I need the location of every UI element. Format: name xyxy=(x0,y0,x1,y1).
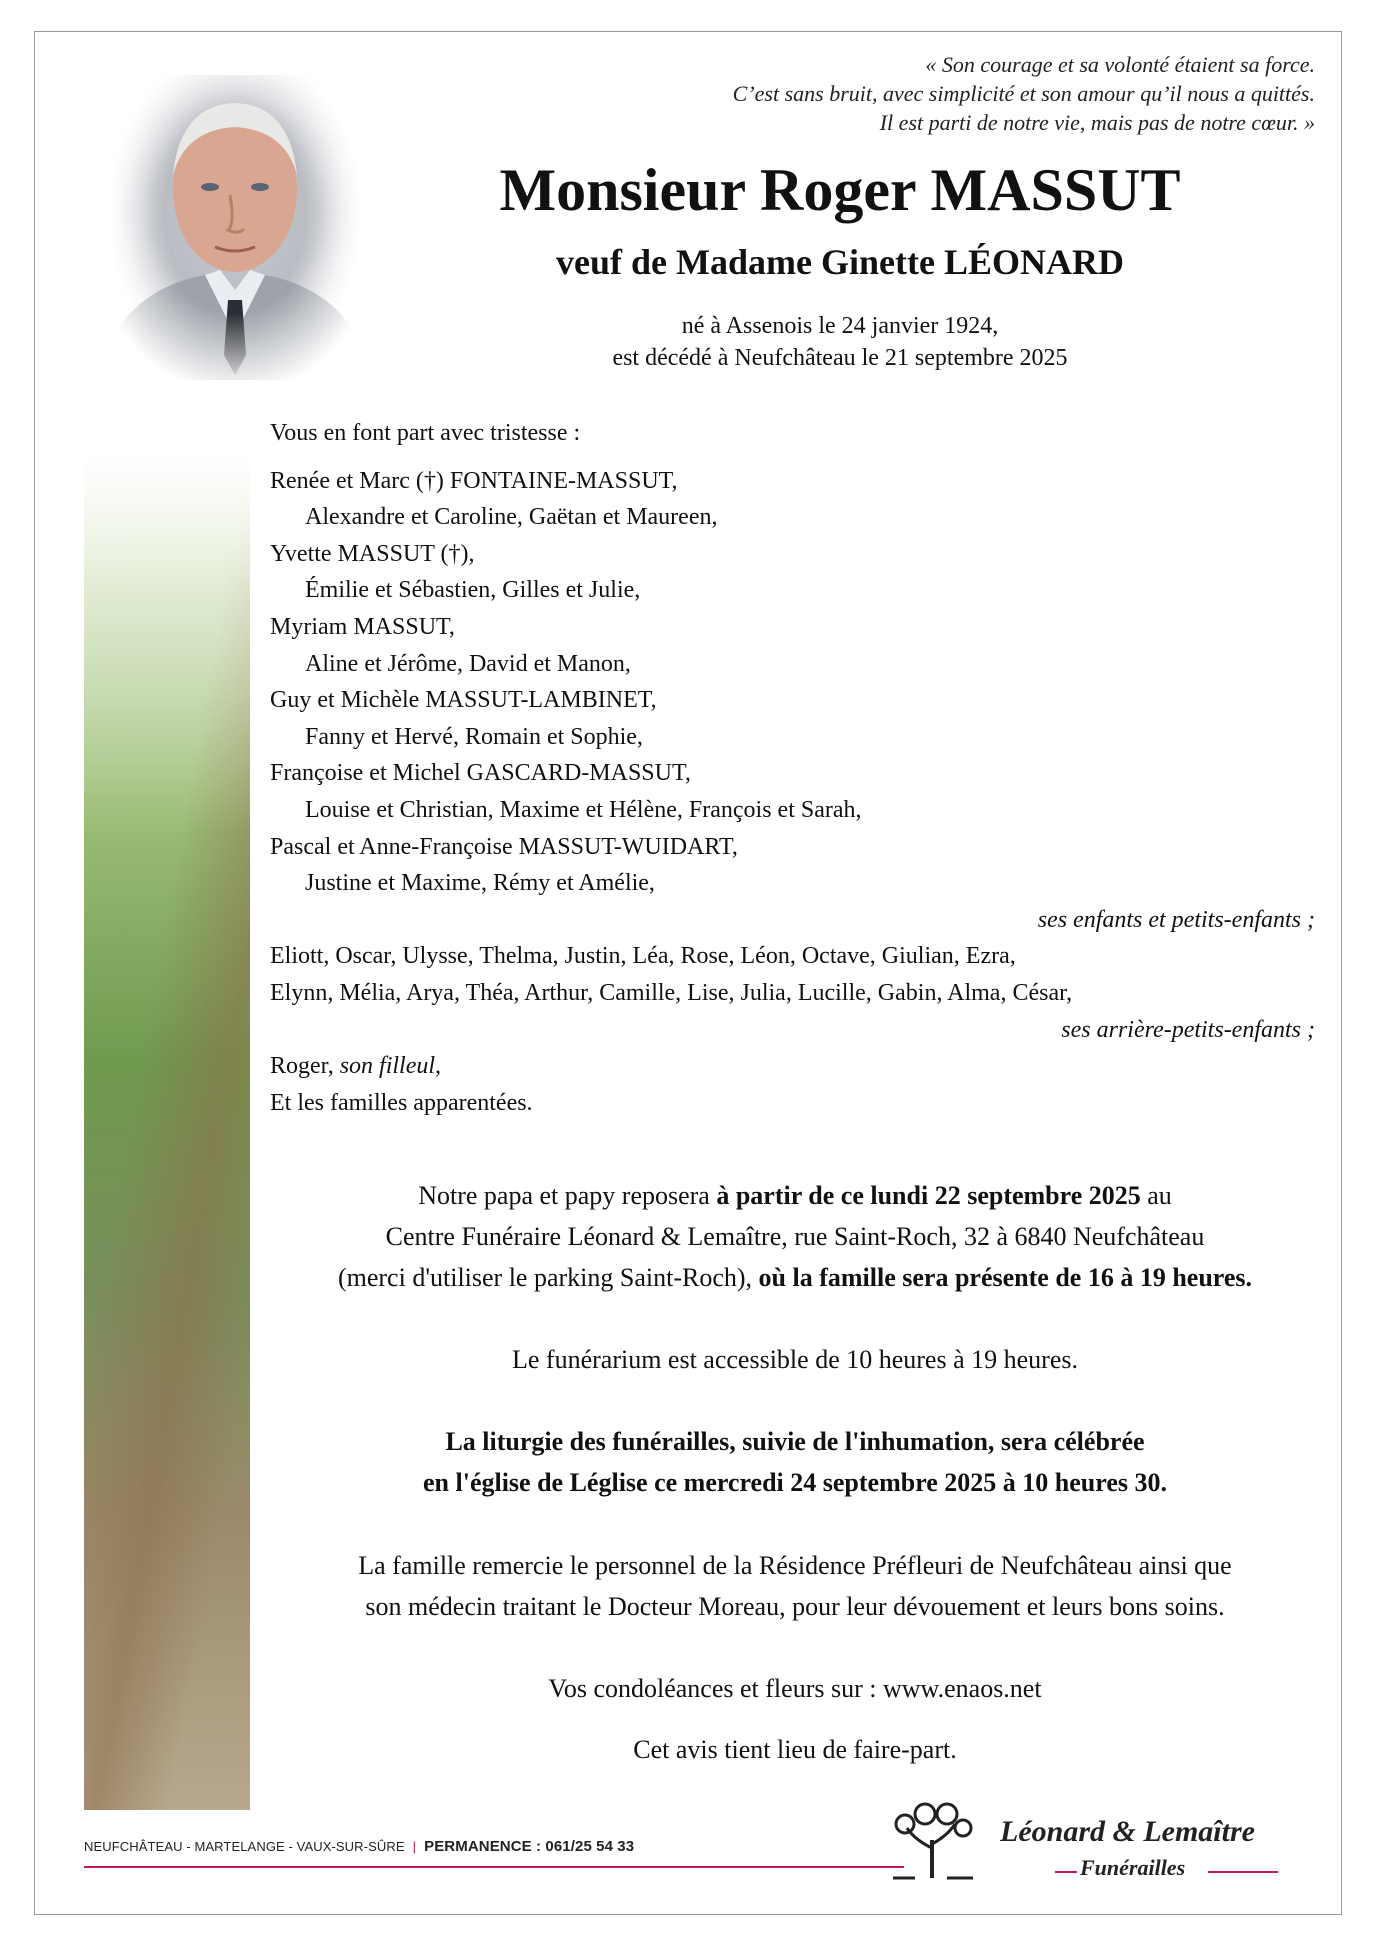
visitation-text: (merci d'utiliser le parking Saint-Roch), xyxy=(337,1263,759,1292)
portrait-illustration xyxy=(110,75,360,380)
company-name: Léonard & Lemaître xyxy=(1000,1815,1255,1848)
child-line: Yvette MASSUT (†), xyxy=(270,540,475,567)
great-grandchildren-line: Eliott, Oscar, Ulysse, Thelma, Justin, Léa, Rose, Léon, Octave, Giulian, Ezra, xyxy=(270,943,1016,970)
grandchildren-line: Fanny et Hervé, Romain et Sophie, xyxy=(305,723,643,750)
footer-contact xyxy=(84,1838,634,1855)
child-line: Guy et Michèle MASSUT-LAMBINET, xyxy=(270,687,657,714)
announcement-intro: Vous en font part avec tristesse : xyxy=(270,420,581,446)
great-grandchildren-line: Elynn, Mélia, Arya, Théa, Arthur, Camille, Lise, Julia, Lucille, Gabin, Alma, César, xyxy=(270,979,1073,1006)
visitation-line-2: Centre Funéraire Léonard & Lemaître, rue Saint-Roch, 32 à 6840 Neufchâteau xyxy=(385,1222,1205,1251)
death-line: est décédé à Neufchâteau le 21 septembre 2025 xyxy=(612,345,1068,371)
epitaph-quote xyxy=(733,50,1315,137)
grandchildren-line: Alexandre et Caroline, Gaëtan et Maureen, xyxy=(305,504,718,531)
notice-line: Cet avis tient lieu de faire-part. xyxy=(633,1735,957,1764)
footer-locations: NEUFCHÂTEAU - MARTELANGE - VAUX-SUR-SÛRE xyxy=(84,1839,405,1854)
child-line: Myriam MASSUT, xyxy=(270,613,455,640)
related-families: Et les familles apparentées. xyxy=(270,1089,533,1116)
family-presence-hours: où la famille sera présente de 16 à 19 heures. xyxy=(758,1263,1253,1292)
godson-name: Roger, xyxy=(270,1053,340,1080)
child-line: Pascal et Anne-Françoise MASSUT-WUIDART, xyxy=(270,833,738,860)
thanks-message xyxy=(250,1545,1340,1627)
thanks-line: La famille remercie le personnel de la Résidence Préfleuri de Neufchâteau ainsi que xyxy=(358,1551,1232,1580)
epitaph-line: C’est sans bruit, avec simplicité et son amour qu’il nous a quittés. xyxy=(732,81,1315,106)
visitation-date: à partir de ce lundi 22 septembre 2025 xyxy=(716,1181,1141,1210)
tree-logo-icon xyxy=(885,1800,980,1880)
footer-separator: | xyxy=(412,1839,417,1854)
visitation-info xyxy=(250,1175,1340,1298)
birth-line: né à Assenois le 24 janvier 1924, xyxy=(681,313,999,339)
godson-line xyxy=(270,1048,1315,1085)
logo-accent-line xyxy=(1208,1871,1278,1873)
child-line: Renée et Marc (†) FONTAINE-MASSUT, xyxy=(270,467,678,494)
grandchildren-line: Louise et Christian, Maxime et Hélène, François et Sarah, xyxy=(305,796,862,823)
condolences-line: Vos condoléances et fleurs sur : www.enaos.net xyxy=(548,1674,1042,1703)
visitation-line-3 xyxy=(250,1257,1340,1298)
child-line: Françoise et Michel GASCARD-MASSUT, xyxy=(270,760,691,787)
logo-accent-line xyxy=(1055,1871,1077,1873)
visitation-text: au xyxy=(1140,1181,1172,1210)
widower-of: veuf de Madame Ginette LÉONARD xyxy=(556,242,1124,282)
forest-path-image xyxy=(84,455,250,1810)
children-list xyxy=(270,463,1315,902)
deceased-name: Monsieur Roger MASSUT xyxy=(499,157,1181,223)
grandchildren-line: Justine et Maxime, Rémy et Amélie, xyxy=(305,870,655,897)
footer-permanence: PERMANENCE : 061/25 54 33 xyxy=(424,1838,635,1855)
birth-death-dates xyxy=(370,310,1310,374)
family-announcement xyxy=(270,415,1315,1121)
visitation-text: Notre papa et papy reposera xyxy=(418,1181,717,1210)
children-label: ses enfants et petits-enfants ; xyxy=(1037,906,1315,933)
epitaph-line: Il est parti de notre vie, mais pas de notre cœur. » xyxy=(879,110,1315,135)
great-grandchildren-label: ses arrière-petits-enfants ; xyxy=(1061,1016,1315,1043)
grandchildren-line: Aline et Jérôme, David et Manon, xyxy=(305,650,631,677)
company-subtitle: Funérailles xyxy=(1080,1855,1186,1880)
godson-label: son filleul, xyxy=(339,1053,442,1080)
thanks-line: son médecin traitant le Docteur Moreau, pour leur dévouement et leurs bons soins. xyxy=(365,1592,1225,1621)
liturgy-line: La liturgie des funérailles, suivie de l'inhumation, sera célébrée xyxy=(445,1427,1145,1456)
visitation-line-1 xyxy=(250,1175,1340,1216)
footer-accent-line xyxy=(84,1866,904,1868)
epitaph-line: « Son courage et sa volonté étaient sa force. xyxy=(925,52,1315,77)
liturgy-info xyxy=(250,1421,1340,1503)
portrait-photo xyxy=(110,75,360,380)
funerarium-hours: Le funérarium est accessible de 10 heures à 19 heures. xyxy=(512,1345,1078,1374)
liturgy-line: en l'église de Léglise ce mercredi 24 septembre 2025 à 10 heures 30. xyxy=(423,1468,1167,1497)
grandchildren-line: Émilie et Sébastien, Gilles et Julie, xyxy=(305,577,641,604)
